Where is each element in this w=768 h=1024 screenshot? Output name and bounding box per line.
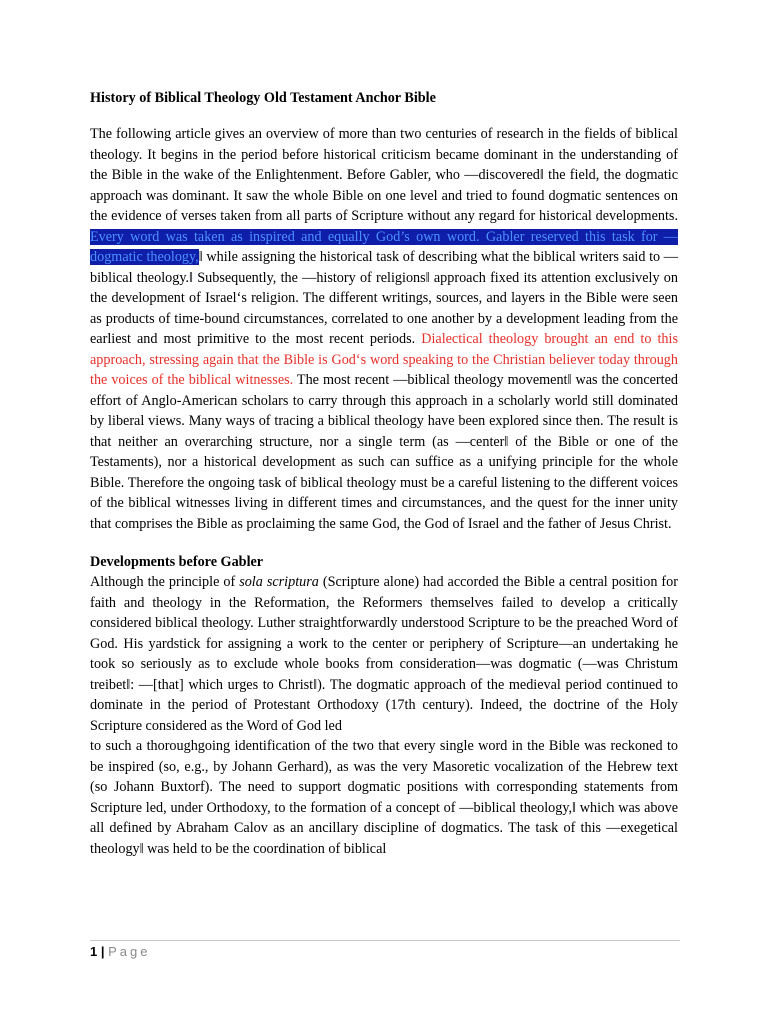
intro-text-a: The following article gives an overview of more than two centuries of research in the fields of biblical theology. It begins in the period before historical criticism became dominant in the understanding of the Bible in the wake of the Enlightenment. Before Gabler, who —discovered‖ the field, the dogmatic approach was dominant. It saw the whole Bible on one level and tried to found dogmatic sentences on the evidence of verses taken from all parts of Scripture without any regard for historical developments. <box>90 126 678 224</box>
section-text-b: (Scripture alone) had accorded the Bible a central position for faith and theology in the Reformation, the Reformers themselves failed to develop a critically considered biblical theology. Luther straightforwardly understood Scripture to be the preached Word of God. His yardstick for assigning a work to the center or periphery of Scripture—an undertaking he took so seriously as to exclude whole books from consideration—was dogmatic (—was Christum treibet‖: —[that] which urges to Christ‖). The dogmatic approach of the medieval period continued to dominate in the period of Protestant Orthodoxy (17th century). Indeed, the doctrine of the Holy Scripture considered as the Word of God led <box>90 574 678 734</box>
section-heading: Developments before Gabler <box>90 554 264 570</box>
page-number: 1 <box>90 944 98 959</box>
page-label: Page <box>108 944 151 959</box>
page-footer <box>90 944 151 959</box>
continuation-paragraph: to such a thoroughgoing identification of the two that every single word in the Bible was reckoned to be inspired (so, e.g., by Johann Gerhard), as was the very Masoretic vocalization of the Hebrew text (so Johann Buxtorf). The need to support dogmatic positions with corresponding statements from Scripture led, under Orthodoxy, to the formation of a concept of —biblical theology,‖ which was above all defined by Abraham Calov as an ancillary discipline of dogmatics. The task of this —exegetical theology‖ was held to be the coordination of biblical <box>90 738 678 857</box>
intro-text-c: The most recent —biblical theology movement‖ was the concerted effort of Anglo-American scholars to carry through this approach in a scholarly world still dominated by liberal views. Many ways of tracing a biblical theology have been explored since then. The result is that neither an overarching structure, nor a single term (as —center‖ of the Bible or one of the Testaments), nor a historical development as such can suffice as a unifying principle for the whole Bible. Therefore the ongoing task of biblical theology must be a careful listening to the different voices of the biblical witnesses living in different times and circumstances, and the quest for the inner unity that comprises the Bible as proclaiming the same God, the God of Israel and the father of Jesus Christ. <box>90 372 678 532</box>
italic-term: sola scriptura <box>239 574 319 590</box>
footer-divider <box>90 940 680 941</box>
intro-text-b: ‖ while assigning the historical task of describing what the biblical writers said to —biblical theology.‖ Subsequently, the —history of religions‖ approach fixed its attention exclusively on the development of Israel‘s religion. The different writings, sources, and layers in the Bible were seen as products of time-bound circumstances, correlated to one another by a development leading from the earliest and most primitive to the most recent periods. <box>90 249 678 347</box>
document-page <box>90 88 678 859</box>
document-title: History of Biblical Theology Old Testament Anchor Bible <box>90 90 436 106</box>
section-paragraph <box>90 572 678 736</box>
highlighted-selection[interactable]: Every word was taken as inspired and equally God’s own word. Gabler reserved this task for —dogmatic theology, <box>90 228 678 265</box>
intro-paragraph <box>90 124 678 534</box>
section-text-a: Although the principle of <box>90 574 240 590</box>
red-text: Dialectical theology brought an end to this approach, stressing again that the Bible is God‘s word speaking to the Christian believer today through the voices of the biblical witnesses. <box>90 331 678 388</box>
footer-separator: | <box>100 944 105 959</box>
